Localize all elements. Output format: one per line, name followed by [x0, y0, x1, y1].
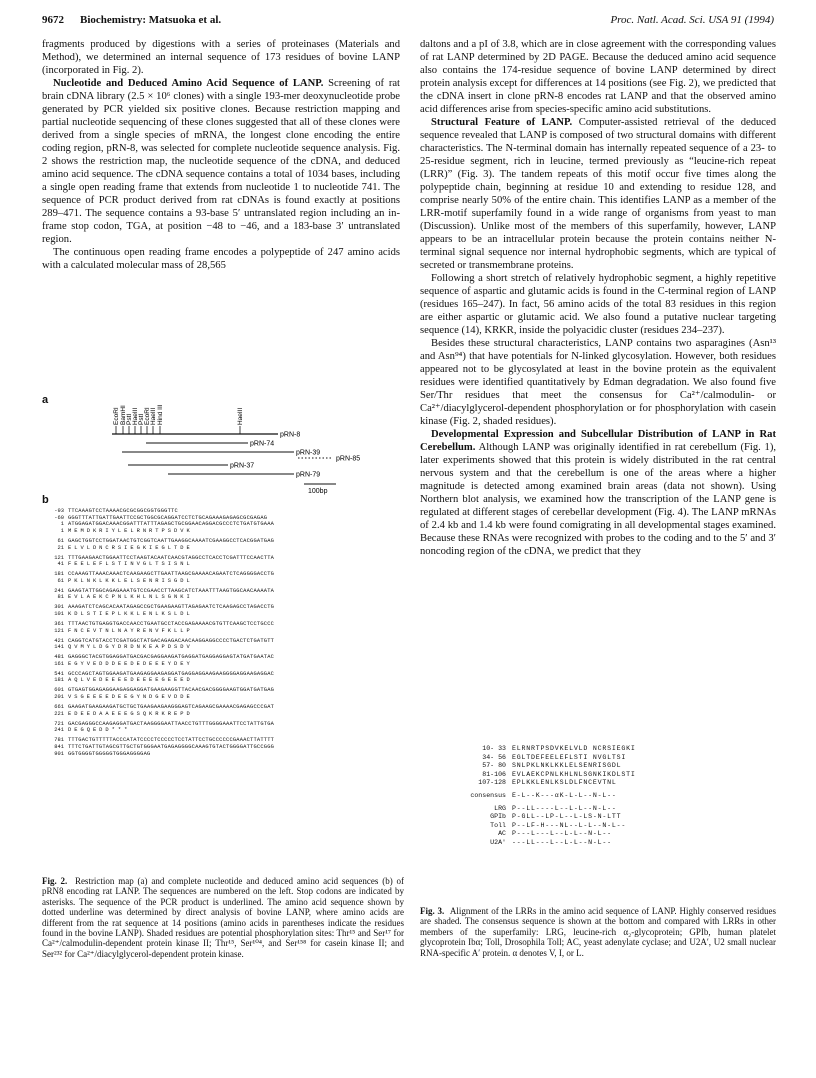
- sequence-text: MEMDKRIYLELRNRTPSDVK: [68, 528, 193, 535]
- superfamily-row: [462, 813, 752, 822]
- sequence-number: 1: [60, 528, 64, 535]
- sequence-number: 121: [54, 627, 64, 634]
- sequence-text: TTCAAAGTCCTAAAACGCGCGGCGGTGGGTTC: [68, 508, 178, 514]
- clone-label: pRN-85: [336, 455, 361, 463]
- paragraph: daltons and a pI of 3.8, which are in close agreement with the corresponding values of rat LANP determined by 2D PAGE. Because the deduced amino acid sequence also contains the 174-residue sequence of bovine LANP determined by direct protein analysis except for differences at 14 positions (see Fig. 2), we predicted that the cDNA insert in clone pRN-8 encodes rat LANP and that the observed amino acid differences arise from species-specific amino acid substitutions.: [420, 39, 776, 115]
- restriction-site-label: Hind III: [157, 404, 164, 425]
- alignment-label: LRG: [494, 804, 506, 812]
- sequence-text: EGYVEDDDEEDEDEEEYDEY: [68, 660, 193, 667]
- nucleotide-row: [42, 571, 404, 578]
- sequence-number: 221: [54, 710, 64, 717]
- alignment-label: 34- 56: [482, 753, 506, 761]
- alignment-sequence: E-L--K---αK-L-L--N-L--: [512, 791, 617, 799]
- sequence-text: GAGGGCTACGTGGAGGATGACGACGAGGAAGATGAGGATGAGGAGGAGTATGATGAATAC: [68, 654, 275, 661]
- sequence-text: EDEEDAAEEEGSQKRKREPD: [68, 710, 193, 717]
- amino-acid-row: [42, 545, 404, 552]
- figure-2-caption: Fig. 2. Restriction map (a) and complete nucleotide and deduced amino acid sequences (b) of pRN8 encoding rat LANP. The sequences are numbered on the left. Stop codons are indicated by asterisks. The sequence of the PCR product is underlined. The amino acid sequence shown by dotted underline was determined by direct analysis of bovine LANP, where amino acids are different from the rat sequence at 14 positions (amino acids in parentheses indicate the residues found in the bovine LANP). Shaded residues are potential phosphorylation sites: Thr¹⁵ and Ser¹⁷ for Ca²⁺/calmodulin-dependent protein kinase II; Thr¹⁵, Ser¹⁰⁴, and Ser¹⁵⁸ for casein kinase II; and Ser²³² for Ca²⁺/diacylglycerol-dependent protein kinase.: [42, 876, 405, 959]
- sequence-text: GAAGTATTGGCAGAGAAATGTCCGAACCTTAAGCATCTAAATTTAAGTGGCAACAAAATA: [68, 587, 275, 594]
- sequence-number: -60: [54, 514, 64, 521]
- clone-label: pRN-8: [280, 431, 301, 439]
- amino-acid-row: [42, 677, 404, 684]
- amino-acid-row: [42, 611, 404, 618]
- sequence-number: 541: [54, 670, 64, 677]
- sequence-number: 421: [54, 637, 64, 644]
- lrr-repeat-row: [462, 745, 752, 754]
- sequence-text: GTGAGTGGAGAGGAAGAGGAGGATGAAGAAGGTTACAACGACGGGGAAGTGGATGATGAG: [68, 687, 275, 694]
- nucleotide-row: [42, 671, 404, 678]
- sequence-number: 601: [54, 687, 64, 694]
- nucleotide-row: [42, 521, 404, 528]
- sequence-text: VSGEEEEDEEGYNDGEVDDE: [68, 694, 193, 701]
- sequence-number: 61: [57, 577, 64, 584]
- restriction-map: [42, 392, 404, 496]
- alignment-sequence: P--LF-H---NL--L-L--N-L--: [512, 821, 627, 829]
- section-heading: Structural Feature of LANP.: [431, 117, 573, 128]
- amino-acid-row: [42, 711, 404, 718]
- sequence-number: 901: [54, 750, 64, 757]
- lrr-repeat-row: [462, 754, 752, 763]
- alignment-label: 57- 80: [482, 762, 506, 770]
- figure-2: [42, 392, 404, 1044]
- sequence-text: TTTGAAGAACTGGAATTCCTAAGTACAATCAACGTAGGCCTCACCTCGATTTCCAACTTA: [68, 554, 275, 561]
- superfamily-row: [462, 830, 752, 839]
- section-heading: Developmental Expression and Subcellular Distribution of LANP in Rat Cerebellum.: [420, 429, 776, 453]
- sequence-number: 201: [54, 694, 64, 701]
- clone-label: pRN-74: [250, 440, 275, 448]
- sequence-text: GGTGGGGTGGGGGTGGGAGGGGAG: [68, 750, 151, 757]
- sequence-text: QVMYLDGYDRDNKEAPDSDV: [68, 644, 193, 651]
- sequence-text: GCCCAGCTAGTGGAAGATGAAGAGGAAGAGGATGAGGAGGAAGAAGGGGAGGAAGAGGAC: [68, 670, 275, 677]
- sequence-number: 721: [54, 720, 64, 727]
- clone-label: pRN-79: [296, 471, 321, 479]
- nucleotide-row: [42, 687, 404, 694]
- sequence-text: DEGQEDD***: [68, 727, 131, 734]
- restriction-site-label: PstI: [126, 413, 133, 425]
- alignment-sequence: P---L---L--L-L--N-L--: [512, 830, 612, 838]
- section-heading: Nucleotide and Deduced Amino Acid Sequence of LANP.: [53, 78, 324, 89]
- alignment-label: 107-128: [478, 779, 506, 787]
- nucleotide-row: [42, 588, 404, 595]
- alignment-sequence: P-GLL--LP-L--L-LS-N-LTT: [512, 813, 622, 821]
- sequence-number: 141: [54, 644, 64, 651]
- paragraph: fragments produced by digestions with a series of proteinases (Materials and Method), we determined an internal sequence of 173 residues of bovine LANP (incorporated in Fig. 2).: [42, 39, 400, 76]
- sequence-number: -93: [54, 508, 64, 514]
- alignment-label: GPIb: [490, 813, 506, 821]
- sequence-text: TTTCTGATTGTAGCGTTGCTGTGGGAATGAGAGGGGCAAAGTGTACTGGGGATTGCCGGG: [68, 743, 275, 750]
- sequence-number: 241: [54, 727, 64, 734]
- sequence-number: 181: [54, 677, 64, 684]
- nucleotide-row: [42, 508, 404, 515]
- sequence-listing: [42, 508, 404, 757]
- amino-acid-row: [42, 528, 404, 535]
- sequence-text: GGGTTTATTGATTGAATTCCGCTGGCGCAGGATCCTCTGCAGAAAGAGAGCGCGAGAG: [68, 514, 268, 521]
- amino-acid-row: [42, 561, 404, 568]
- superfamily-row: [462, 805, 752, 814]
- clone-label: pRN-37: [230, 462, 255, 470]
- nucleotide-row: [42, 704, 404, 711]
- scale-label: 100bp: [308, 488, 328, 495]
- paragraph: Developmental Expression and Subcellular Distribution of LANP in Rat Cerebellum. Although LANP was originally identified in rat cerebellum (Fig. 1), later experiments showed that this protein is widely distributed in the rat central nervous system and that the cerebellum is one of the areas where a higher magnitude is detected among examined brain areas (data not shown). Using Northern blot analysis, we examined how the transcription of the LANP gene is regulated at different stages of cerebellar development (Fig. 4). The LANP mRNAs of 2.4 kb and 1.4 kb were found comigrating in all developmental stages examined. Because these RNAs were recognized with probes to the coding and to the 5′ and 3′ noncoding region of the cDNA, we predict that they: [420, 429, 776, 557]
- superfamily-row: [462, 822, 752, 831]
- sequence-text: AQLVEDEEEEDEEEEGEEED: [68, 677, 193, 684]
- sequence-text: FNCEVTNLNAYRENVFKLLP: [68, 627, 193, 634]
- sequence-number: 661: [54, 703, 64, 710]
- sequence-number: 21: [57, 544, 64, 551]
- paragraph: Nucleotide and Deduced Amino Acid Sequence of LANP. Screening of rat brain cDNA library (2.5 × 10⁶ clones) with a single 193-mer deoxynucleotide probe generated by PCR yielded six positive clones. Because restriction mapping and partial nucleotide sequencing of these clones suggested that all of these clones were derived from a single species of mRNA, the longest clone encoding the entire coding region, pRN-8, was selected for complete nucleotide sequence analysis. Fig. 2 shows the restriction map, the nucleotide sequence of the cDNA, and deduced amino acid sequence. The cDNA sequence contains a total of 1034 bases, including a single open reading frame that extends from nucleotide 1 to nucleotide 741. The sequence of PCR product derived from rat cDNAs is found exactly at positions 289–471. The sequence contains a 93-base 5′ untranslated region including an in-frame stop codon, TGA, at position −48 to −46, and a 183-base 3′ untranslated region.: [42, 78, 401, 245]
- sequence-text: TTTGACTGTTTTTACCCATATCCCCTCCCCCTCCTATTCCTGCCCCCCGAAACTTATTTT: [68, 737, 275, 744]
- sequence-number: 301: [54, 604, 64, 611]
- nucleotide-row: [42, 737, 404, 744]
- amino-acid-row: [42, 594, 404, 601]
- sequence-text: GAAGATGAAGAAGATGCTGCTGAAGAAGAAGGGAGTCAGAAGCGAAAACGAGAGCCCGAT: [68, 703, 275, 710]
- sequence-text: ATGGAGATGGACAAACGGATTTATTTAGAGCTGCGGAACAGGACGCCCTCTGATGTGAAA: [68, 521, 275, 528]
- running-title: Biochemistry: Matsuoka et al.: [80, 14, 222, 26]
- sequence-text: TTTAACTGTGAGGTGACCAACCTGAATGCCTACCGAGAAAACGTGTTCAAGCTCCTGCCC: [68, 620, 275, 627]
- page-header: [42, 14, 774, 30]
- sequence-number: 841: [54, 743, 64, 750]
- alignment-label: Toll: [490, 821, 506, 829]
- figure-3-caption: Fig. 3. Alignment of the LRRs in the amino acid sequence of LANP. Highly conserved residues are shaded. The consensus sequence is shown at the bottom and compared with LRRs in other members of the superfamily: LRG, leucine-rich α₂-glycoprotein; GPIb, human platelet glycoprotein Ibα; Toll, Drosophila Toll; AC, yeast adenylate cyclase; and U2A′, U2 small nuclear RNA-specific A′ protein. α denotes V, I, or L.: [420, 906, 777, 958]
- alignment-label: AC: [498, 830, 506, 838]
- sequence-text: GACGAGGGCCAAGAGGATGACTAAGGGGAATTAACCTGTTTGGGGAAATTCCTATTGTGA: [68, 720, 275, 727]
- alignment-label: 81-106: [482, 770, 506, 778]
- sequence-text: FEELEFLSTINVGLTSISNL: [68, 561, 193, 568]
- paragraph: Structural Feature of LANP. Computer-assisted retrieval of the deduced sequence revealed that LANP is composed of two structural domains with different characteristics. The N-terminal domain has internally repeated sequence of a 23- to 25-residue segment, rich in leucine, termed previously as “leucine-rich repeat (LRR)” (Fig. 3). The tandem repeats of this motif occur five times along the polypeptide chain, beginning at residue 10 and extending to residue 128, and comprise nearly 50% of the entire chain. This identifies LANP as a member of the LRR-motif superfamily found in a wide range of organisms from yeast to man (Discussion). Unlike most of the members of this superfamily, however, LANP appears to be an intracellular protein because the protein contains neither N-terminal signal sequence nor internal hydrophobic segments, which are typical of secreted or transmembrane proteins.: [420, 117, 776, 271]
- left-column: [42, 38, 400, 272]
- sequence-text: ELVLDNCRSIEGKIEGLTDE: [68, 544, 193, 551]
- sequence-number: 101: [54, 611, 64, 618]
- figure-3-alignment: [462, 745, 752, 905]
- restriction-site-label: EcoRI: [144, 407, 151, 425]
- sequence-number: 781: [54, 737, 64, 744]
- alignment-sequence: ---LL---L--L-L--N-L--: [512, 838, 612, 846]
- amino-acid-row: [42, 727, 404, 734]
- sequence-number: 361: [54, 620, 64, 627]
- sequence-text: AAAGATCTCAGCACAATAGAGCCGCTGAAGAAGTTAGAGAATCTCAAGAGCCTAGACCTG: [68, 604, 275, 611]
- clone-label: pRN-39: [296, 449, 321, 457]
- sequence-number: 481: [54, 654, 64, 661]
- page-number: 9672: [42, 14, 64, 26]
- lrr-repeat-row: [462, 762, 752, 771]
- nucleotide-row: [42, 744, 404, 751]
- sequence-number: 181: [54, 571, 64, 578]
- alignment-sequence: EVLAEKCPNLKHLNLSGNKIKDLSTI: [512, 770, 636, 778]
- alignment-sequence: SNLPKLNKLKKLELSENRISGDL: [512, 762, 622, 770]
- panel-label-a: a: [42, 394, 49, 406]
- superfamily-row: [462, 839, 752, 848]
- sequence-number: 161: [54, 660, 64, 667]
- alignment-sequence: P--LL----L--L-L--N-L--: [512, 804, 617, 812]
- restriction-site-label: PstI: [138, 413, 145, 425]
- amino-acid-row: [42, 694, 404, 701]
- nucleotide-row: [42, 538, 404, 545]
- amino-acid-row: [42, 578, 404, 585]
- nucleotide-row: [42, 751, 404, 758]
- sequence-number: 1: [60, 521, 64, 528]
- amino-acid-row: [42, 628, 404, 635]
- alignment-sequence: EPLKKLENLKSLDLFNCEVTNL: [512, 779, 617, 787]
- restriction-site-label: EcoRI: [113, 407, 120, 425]
- lrr-repeat-row: [462, 771, 752, 780]
- sequence-text: CCAAAGTTAAACAAACTCAAGAAGCTTGAATTAAGCGAAAACAGAATCTCAGGGGACCTG: [68, 571, 275, 578]
- sequence-number: 61: [57, 538, 64, 544]
- panel-label-b: b: [42, 494, 49, 506]
- journal-citation: Proc. Natl. Acad. Sci. USA 91 (1994): [610, 14, 774, 26]
- consensus-row: [462, 792, 752, 801]
- alignment-label: 10- 33: [482, 745, 506, 752]
- alignment-sequence: ELRNRTPSDVKELVLD NCRSIEGKI: [512, 745, 636, 752]
- amino-acid-row: [42, 644, 404, 651]
- nucleotide-row: [42, 654, 404, 661]
- nucleotide-row: [42, 721, 404, 728]
- sequence-text: CAGGTCATGTACCTCGATGGCTATGACAGAGACAACAAGGAGGCCCCTGACTCTGATGTT: [68, 637, 275, 644]
- amino-acid-row: [42, 661, 404, 668]
- nucleotide-row: [42, 555, 404, 562]
- nucleotide-row: [42, 515, 404, 522]
- alignment-label: consensus: [470, 791, 506, 799]
- alignment-label: U2A': [490, 838, 506, 846]
- sequence-text: KDLSTIEPLKKLENLKSLDL: [68, 611, 193, 618]
- sequence-text: EVLAEKCPNLKHLNLSGNKI: [68, 594, 193, 601]
- sequence-number: 81: [57, 594, 64, 601]
- sequence-number: 241: [54, 587, 64, 594]
- nucleotide-row: [42, 638, 404, 645]
- restriction-site-label: BamHI: [120, 405, 127, 425]
- restriction-site-label: HaeIII: [237, 407, 244, 425]
- nucleotide-row: [42, 604, 404, 611]
- restriction-site-label: HaeIII: [132, 407, 139, 425]
- sequence-number: 121: [54, 554, 64, 561]
- paragraph: The continuous open reading frame encodes a polypeptide of 247 amino acids with a calculated molecular mass of 28,565: [42, 247, 400, 271]
- restriction-site-label: HaeIII: [150, 407, 157, 425]
- nucleotide-row: [42, 621, 404, 628]
- right-column: [420, 38, 776, 558]
- sequence-number: 41: [57, 561, 64, 568]
- alignment-sequence: EGLTDEFEELEFLSTI NVGLTSI: [512, 753, 627, 761]
- sequence-text: PKLNKLKKLELSENRISGDL: [68, 577, 193, 584]
- paragraph: Besides these structural characteristics, LANP contains two asparagines (Asn¹³ and Asn⁹⁴) that have potentials for N-linked glycosylation. However, both residues appeared not to be glycosylated at least in the bovine protein as the equivalent residues were identified quantitatively by Edman degradation. We also found five Ser/Thr residues that meet the consensus for Ca²⁺/calmodulin- or Ca²⁺/diacylglycerol-dependent phosphorylation or for phosphorylation with casein kinase (Fig. 2, shaded residues).: [420, 338, 776, 427]
- lrr-repeat-row: [462, 779, 752, 788]
- paragraph: Following a short stretch of relatively hydrophobic segment, a highly repetitive sequence of aspartic and glutamic acids is found in the C-terminal region of LANP (residues 165–247). In fact, 56 amino acids of the total 83 residues in this region are either aspartic or glutamic acid. We also found a putative nuclear targeting sequence (14), KRKR, inside the polyacidic cluster (residues 234–237).: [420, 273, 776, 336]
- sequence-text: GAGCTGGTCCTGGATAACTGTCGGTCAATTGAAGGCAAAATCGAAGGCCTCACGGATGAG: [68, 538, 275, 544]
